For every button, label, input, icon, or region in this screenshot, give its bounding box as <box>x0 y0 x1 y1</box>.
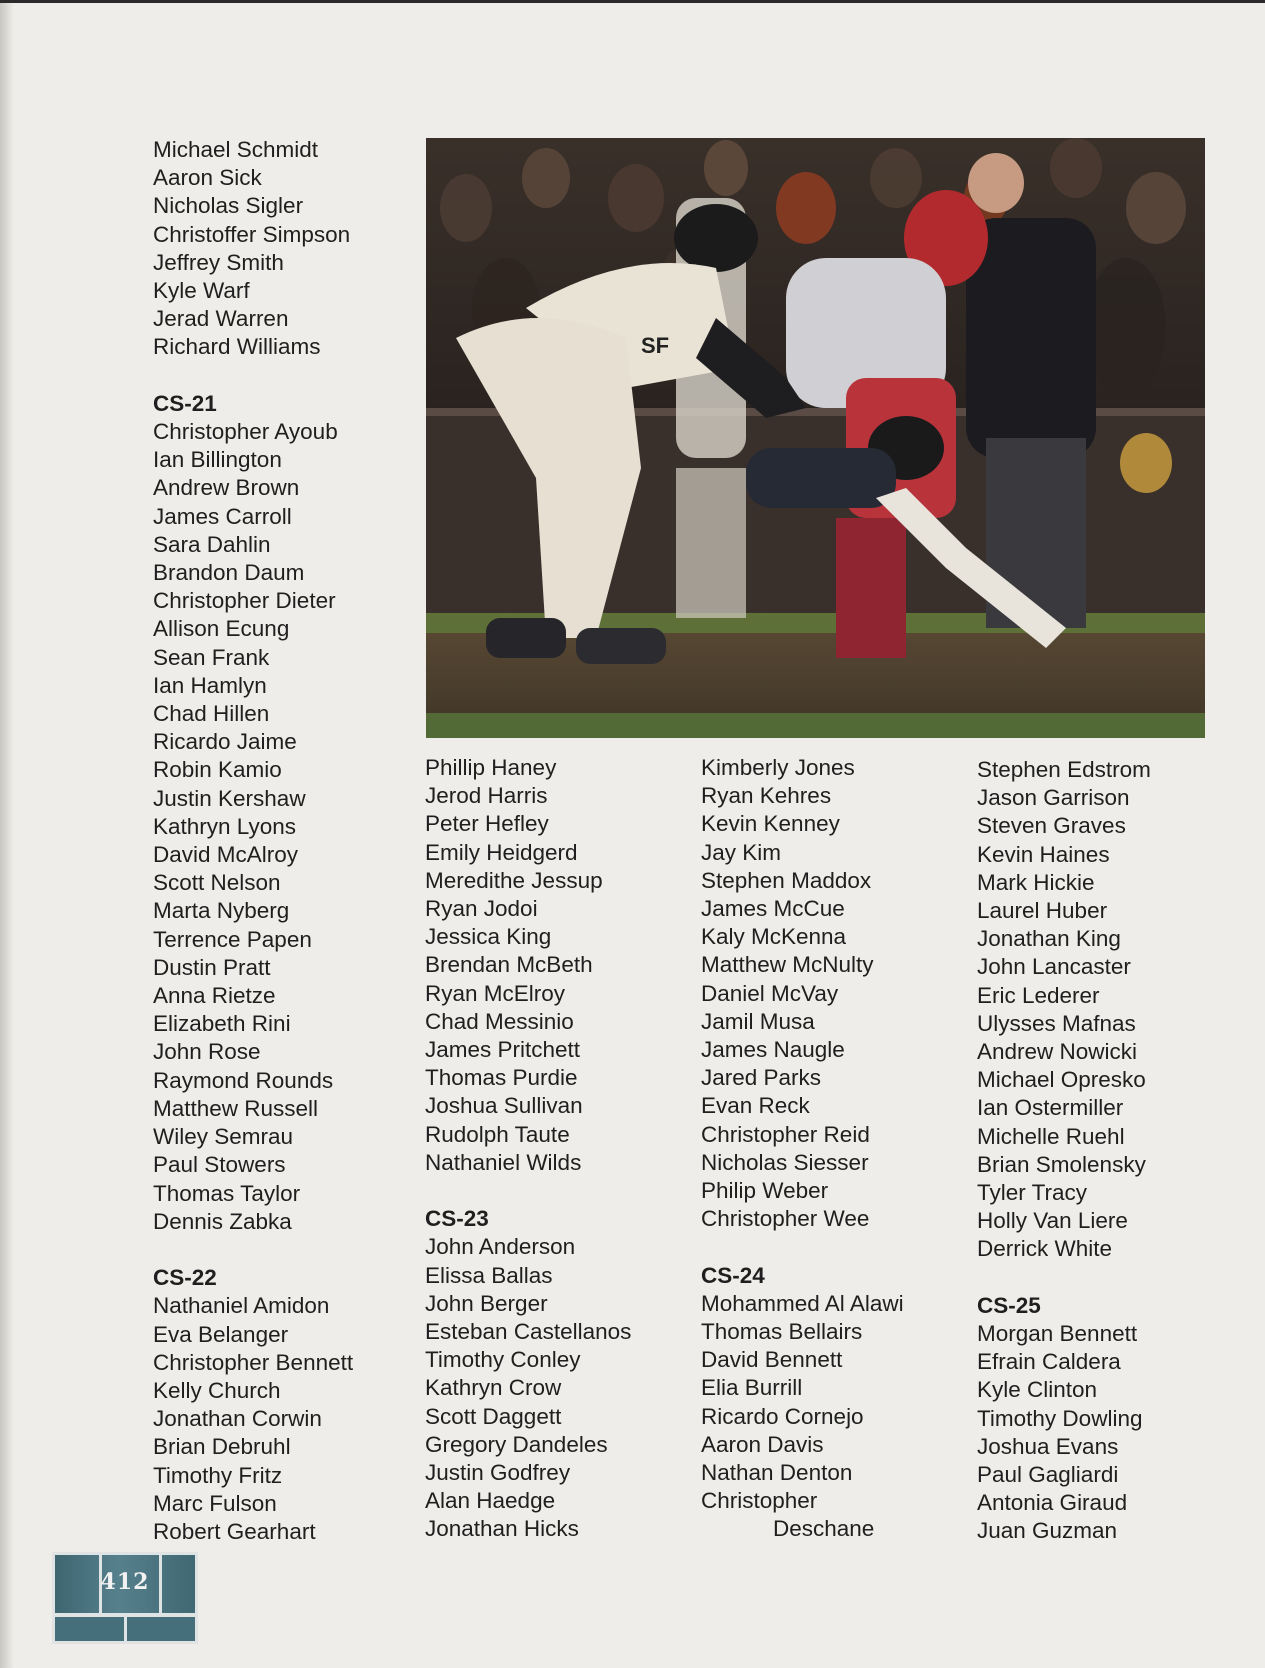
name-entry: Matthew Russell <box>153 1095 319 1121</box>
name-entry: Daniel McVay <box>701 980 839 1006</box>
name-entry: Stephen Edstrom <box>977 757 1151 782</box>
name-column-4 <box>977 756 1151 1546</box>
name-entry: Laurel Huber <box>977 898 1108 924</box>
name-entry: Thomas Bellairs <box>701 1319 863 1345</box>
name-entry: Kathryn Crow <box>425 1375 562 1401</box>
name-entry: Matthew McNulty <box>701 952 874 978</box>
name-entry: Mark Hickie <box>977 869 1095 895</box>
page-number-box <box>55 1555 195 1613</box>
name-entry: Deschane <box>773 1516 875 1542</box>
name-entry: Eric Lederer <box>977 982 1100 1008</box>
name-entry: Christoffer Simpson <box>153 221 351 247</box>
section-heading: CS-23 <box>425 1206 489 1232</box>
name-entry: Mohammed Al Alawi <box>701 1290 904 1316</box>
name-entry: Kelly Church <box>153 1377 281 1403</box>
name-entry: Richard Williams <box>153 334 321 360</box>
name-entry: Brandon Daum <box>153 560 305 586</box>
name-entry: Elia Burrill <box>701 1375 803 1401</box>
name-entry: Jay Kim <box>701 839 782 865</box>
baseball-photo <box>426 138 1205 738</box>
name-entry: Aaron Sick <box>153 165 262 191</box>
name-entry: Ryan Kehres <box>701 783 832 809</box>
name-entry: Stephen Maddox <box>701 867 872 893</box>
name-entry: Ian Hamlyn <box>153 672 267 698</box>
name-entry: Aaron Davis <box>701 1431 824 1457</box>
page-number-badge <box>52 1552 198 1644</box>
name-entry: Kevin Haines <box>977 841 1110 867</box>
name-entry: Justin Godfrey <box>425 1460 571 1486</box>
name-entry: James Pritchett <box>425 1037 581 1063</box>
name-entry: Christopher Bennett <box>153 1349 354 1375</box>
name-entry: Tyler Tracy <box>977 1180 1088 1206</box>
name-entry: Dennis Zabka <box>153 1208 292 1234</box>
name-entry: Kimberly Jones <box>701 755 855 780</box>
name-entry: John Anderson <box>425 1234 576 1260</box>
name-entry: Phillip Haney <box>425 755 557 780</box>
name-entry: Peter Hefley <box>425 811 549 837</box>
name-entry: Scott Daggett <box>425 1403 562 1429</box>
name-entry: Evan Reck <box>701 1093 810 1119</box>
list-spacer <box>153 1236 353 1264</box>
name-entry: Terrence Papen <box>153 926 312 952</box>
jersey-letters: SF <box>641 333 670 358</box>
name-entry: Thomas Taylor <box>153 1180 301 1206</box>
name-entry: Eva Belanger <box>153 1321 289 1347</box>
name-entry: Raymond Rounds <box>153 1067 334 1093</box>
name-entry: Esteban Castellanos <box>425 1319 632 1345</box>
list-spacer <box>153 362 353 390</box>
name-entry: Thomas Purdie <box>425 1065 578 1091</box>
name-entry: John Berger <box>425 1290 548 1316</box>
name-entry: Ricardo Cornejo <box>701 1403 864 1429</box>
name-entry: Robin Kamio <box>153 757 282 783</box>
name-entry: Ulysses Mafnas <box>977 1010 1136 1036</box>
name-entry: Jonathan Corwin <box>153 1406 322 1432</box>
name-entry: Kyle Clinton <box>977 1377 1098 1403</box>
name-entry: Ryan McElroy <box>425 980 566 1006</box>
name-entry: Timothy Fritz <box>153 1462 283 1488</box>
name-entry: Derrick White <box>977 1236 1113 1262</box>
name-entry: Joshua Sullivan <box>425 1093 583 1119</box>
name-entry: Elizabeth Rini <box>153 1011 291 1037</box>
name-entry: Philip Weber <box>701 1178 829 1204</box>
section-heading: CS-25 <box>977 1292 1041 1318</box>
name-entry: Nicholas Siesser <box>701 1149 869 1175</box>
name-entry: Kyle Warf <box>153 278 250 304</box>
name-entry: Timothy Conley <box>425 1347 581 1373</box>
name-entry: Kathryn Lyons <box>153 813 296 839</box>
name-entry: Kaly McKenna <box>701 924 847 950</box>
page-edge-shadow <box>0 0 14 1668</box>
name-entry: Steven Graves <box>977 813 1126 839</box>
name-entry: Ian Billington <box>153 447 282 473</box>
name-entry: Kevin Kenney <box>701 811 840 837</box>
name-entry: Ryan Jodoi <box>425 896 538 922</box>
name-entry: Nathaniel Wilds <box>425 1149 582 1175</box>
name-entry: Ian Ostermiller <box>977 1095 1124 1121</box>
name-entry: Alan Haedge <box>425 1488 556 1514</box>
name-entry: Sara Dahlin <box>153 531 271 557</box>
name-entry: Christopher Wee <box>701 1206 870 1232</box>
name-entry: Brian Debruhl <box>153 1434 291 1460</box>
name-entry: Chad Messinio <box>425 1008 574 1034</box>
name-entry: Antonia Giraud <box>977 1490 1128 1516</box>
name-entry: Jeffrey Smith <box>153 249 284 275</box>
name-entry: Jessica King <box>425 924 552 950</box>
name-entry: Paul Stowers <box>153 1152 286 1178</box>
name-entry: Jonathan King <box>977 926 1121 952</box>
name-entry: Nathaniel Amidon <box>153 1293 330 1319</box>
name-entry: Jerod Harris <box>425 783 548 809</box>
name-entry: Jamil Musa <box>701 1008 815 1034</box>
section-heading: CS-22 <box>153 1265 217 1291</box>
name-entry: Nathan Denton <box>701 1460 853 1486</box>
name-entry: David McAlroy <box>153 842 299 868</box>
name-entry: Christopher Dieter <box>153 588 336 614</box>
name-entry: Anna Rietze <box>153 983 276 1009</box>
name-entry: Emily Heidgerd <box>425 839 578 865</box>
name-entry: Elissa Ballas <box>425 1262 553 1288</box>
page-top-edge <box>0 0 1265 3</box>
list-spacer <box>701 1233 904 1261</box>
name-entry: Gregory Dandeles <box>425 1431 608 1457</box>
name-entry: Christopher Reid <box>701 1121 870 1147</box>
section-heading: CS-24 <box>701 1262 765 1288</box>
name-entry: Timothy Dowling <box>977 1405 1143 1431</box>
name-entry: Jerad Warren <box>153 306 289 332</box>
name-entry: Dustin Pratt <box>153 954 271 980</box>
name-entry: James Carroll <box>153 503 292 529</box>
name-entry: Brendan McBeth <box>425 952 593 978</box>
name-entry: Allison Ecung <box>153 616 290 642</box>
name-entry: Sean Frank <box>153 644 270 670</box>
name-entry: Efrain Caldera <box>977 1349 1121 1375</box>
name-entry: Andrew Brown <box>153 475 300 501</box>
name-entry: Wiley Semrau <box>153 1124 294 1150</box>
name-entry: Nicholas Sigler <box>153 193 304 219</box>
name-entry: Meredithe Jessup <box>425 867 603 893</box>
name-entry: David Bennett <box>701 1347 843 1373</box>
name-entry: John Lancaster <box>977 954 1131 980</box>
name-entry: Robert Gearhart <box>153 1518 316 1544</box>
name-entry: Andrew Nowicki <box>977 1039 1138 1065</box>
name-entry: Michelle Ruehl <box>977 1123 1125 1149</box>
name-entry: Scott Nelson <box>153 870 281 896</box>
name-entry: Jason Garrison <box>977 785 1130 811</box>
name-column-1 <box>153 136 353 1546</box>
name-entry: Christopher Ayoub <box>153 419 338 445</box>
name-entry: Chad Hillen <box>153 701 270 727</box>
name-entry: Justin Kershaw <box>153 785 306 811</box>
list-spacer <box>425 1177 631 1205</box>
section-heading: CS-21 <box>153 390 217 416</box>
name-entry: John Rose <box>153 1039 261 1065</box>
name-entry: Michael Opresko <box>977 1067 1146 1093</box>
name-entry: Morgan Bennett <box>977 1321 1138 1347</box>
list-spacer <box>977 1264 1151 1292</box>
badge-divider <box>124 1617 127 1641</box>
name-entry: Joshua Evans <box>977 1433 1119 1459</box>
name-entry: James McCue <box>701 896 845 922</box>
name-entry: Paul Gagliardi <box>977 1462 1119 1488</box>
name-entry: Jonathan Hicks <box>425 1516 579 1542</box>
baseball-photo-illustration <box>426 138 1205 738</box>
name-entry: Jared Parks <box>701 1065 822 1091</box>
name-entry: Holly Van Liere <box>977 1208 1128 1234</box>
name-entry: Brian Smolensky <box>977 1151 1146 1177</box>
name-entry: Marc Fulson <box>153 1490 277 1516</box>
name-entry: Ricardo Jaime <box>153 729 297 755</box>
name-entry: Michael Schmidt <box>153 137 319 162</box>
name-entry: James Naugle <box>701 1037 845 1063</box>
page-number: 412 <box>100 1569 150 1595</box>
page-number-footer <box>55 1617 195 1641</box>
name-entry: Marta Nyberg <box>153 898 290 924</box>
name-entry: Christopher <box>701 1488 818 1514</box>
name-entry: Rudolph Taute <box>425 1121 570 1147</box>
name-column-2 <box>425 754 631 1544</box>
name-column-3 <box>701 754 904 1544</box>
name-entry: Juan Guzman <box>977 1518 1118 1544</box>
